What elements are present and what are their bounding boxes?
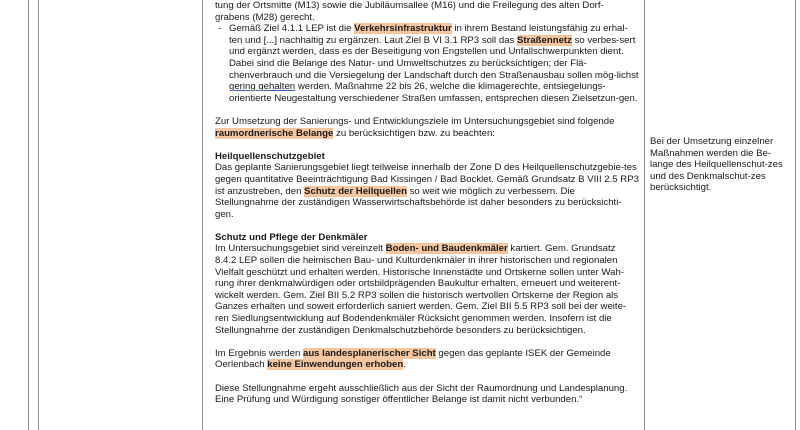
highlight-raumordnerische-belange: raumordnerische Belange — [215, 127, 334, 139]
highlight-keine-einwendungen: keine Einwendungen erhoben — [267, 359, 404, 371]
intro-line-1: tung der Ortsmitte (M13) sowie die Jubiläumsallee (M16) und die Freilegung des alten Dorf- — [215, 0, 604, 11]
underlined-gering-gehalten: gering gehalten — [229, 81, 296, 93]
bullet-verkehr: - Gemäß Ziel 4.1.1 LEP ist die Verkehrsinfrastruktur in ihrem Bestand leistungsfähig zu erhal-ten und [...] nachhaltig zu ergänzen. Laut Ziel B VI 3.1 RP3 soll das Straßennetz so verbes-sert und ergänzt werden, dass es der Beseitigung von Engstellen und Unfallschwerpunkten dient. Dabei sind die Belange des Natur- und Umweltschutzes zu berücksichtigen; der Flä-chenverbrauch und die Versiegelung der Landschaft durch den Straßenausbau sollen mög-lichst gering gehalten werden. Maßnahme 22 bis 26, welche die klimagerechte, entsiegelungs-orientierte Neugestaltung verschiedener Straßen umfassen, entsprechen diesen Zielsetzun-gen. — [218, 23, 639, 104]
intro-line-2: grabens (M28) gerecht. — [215, 11, 315, 23]
heading-denkmaeler: Schutz und Pflege der Denkmäler — [215, 231, 368, 243]
response-column — [650, 136, 790, 194]
heading-heilquellenschutzgebiet: Heilquellenschutzgebiet — [215, 150, 325, 162]
highlight-strassennetz: Straßennetz — [517, 34, 572, 46]
table-border-col1 — [38, 0, 39, 430]
table-border-col3 — [644, 0, 645, 430]
highlight-verkehrsinfrastruktur: Verkehrsinfrastruktur — [354, 23, 452, 35]
paragraph-heilquellen: Das geplante Sanierungsgebiet liegt teilweise innerhalb der Zone D des Heilquellenschutzgebie-tes gegen quantitative Beeinträchtigung Bad Kissingen / Bad Bocklet. Gemäß Grundsatz B VIII 2.5 RP3 ist anzustreben, den Schutz der Heilquellen so weit wie möglich zu verbessern. Die Stellungnahme der zuständigen Wasserwirtschaftsbehörde ist daher besonders zu berücksichti-gen. — [215, 162, 639, 220]
table-border-left — [28, 0, 29, 430]
highlight-boden-und-baudenkmaeler: Boden- und Baudenkmäler — [385, 243, 508, 255]
bullet-marker: - — [218, 23, 222, 35]
response-note: Bei der Umsetzung einzelner Maßnahmen werden die Be-lange des Heilquellenschut-zes und des Denkmalschut-zes berücksichtigt. — [650, 136, 783, 194]
highlight-schutz-der-heilquellen: Schutz der Heilquellen — [304, 185, 407, 197]
paragraph-umsetzung: Zur Umsetzung der Sanierungs- und Entwicklungsziele im Untersuchungsgebiet sind folgende raumordnerische Belange zu berücksichtigen bzw. zu beachten: — [215, 115, 615, 139]
highlight-landesplanerische-sicht: aus landesplanerischer Sicht — [302, 347, 436, 359]
statement-column — [215, 0, 639, 406]
table-border-right — [795, 0, 796, 430]
table-border-col2 — [202, 0, 203, 430]
paragraph-ergebnis: Im Ergebnis werden aus landesplanerischer Sicht gegen das geplante ISEK der Gemeinde Oerlenbach keine Einwendungen erhoben. — [215, 347, 611, 371]
paragraph-denkmaeler: Im Untersuchungsgebiet sind vereinzelt Boden- und Baudenkmäler kartiert. Gem. Grundsatz 8.4.2 LEP sollen die heimischen Bau- und Kulturdenkmäler in ihrer historischen und regionalen Vielfalt geschützt und erhalten werden. Historische Innenstädte und Ortskerne sollen unter Wah-rung ihrer denkmalwürdigen oder ortsbildprägenden Baukultur erhalten, erneuert und weiterent-wickelt werden. Gem. Ziel BII 5.2 RP3 sollen die historisch wertvollen Ortskerne der Region als Ganzes erhalten und soweit erforderlich saniert werden. Gem. Ziel BII 5.5 RP3 soll bei der weite-ren Siedlungsentwicklung auf Bodendenkmäler Rücksicht genommen werden. Insofern ist die Stellungnahme der zuständigen Denkmalschutzbehörde besonders zu berücksichtigen. — [215, 243, 627, 336]
paragraph-closing: Diese Stellungnahme ergeht ausschließlich aus der Sicht der Raumordnung und Landesplanung. Eine Prüfung und Würdigung sonstiger öffentlicher Belange ist damit nicht verbunden.“ — [215, 382, 628, 406]
